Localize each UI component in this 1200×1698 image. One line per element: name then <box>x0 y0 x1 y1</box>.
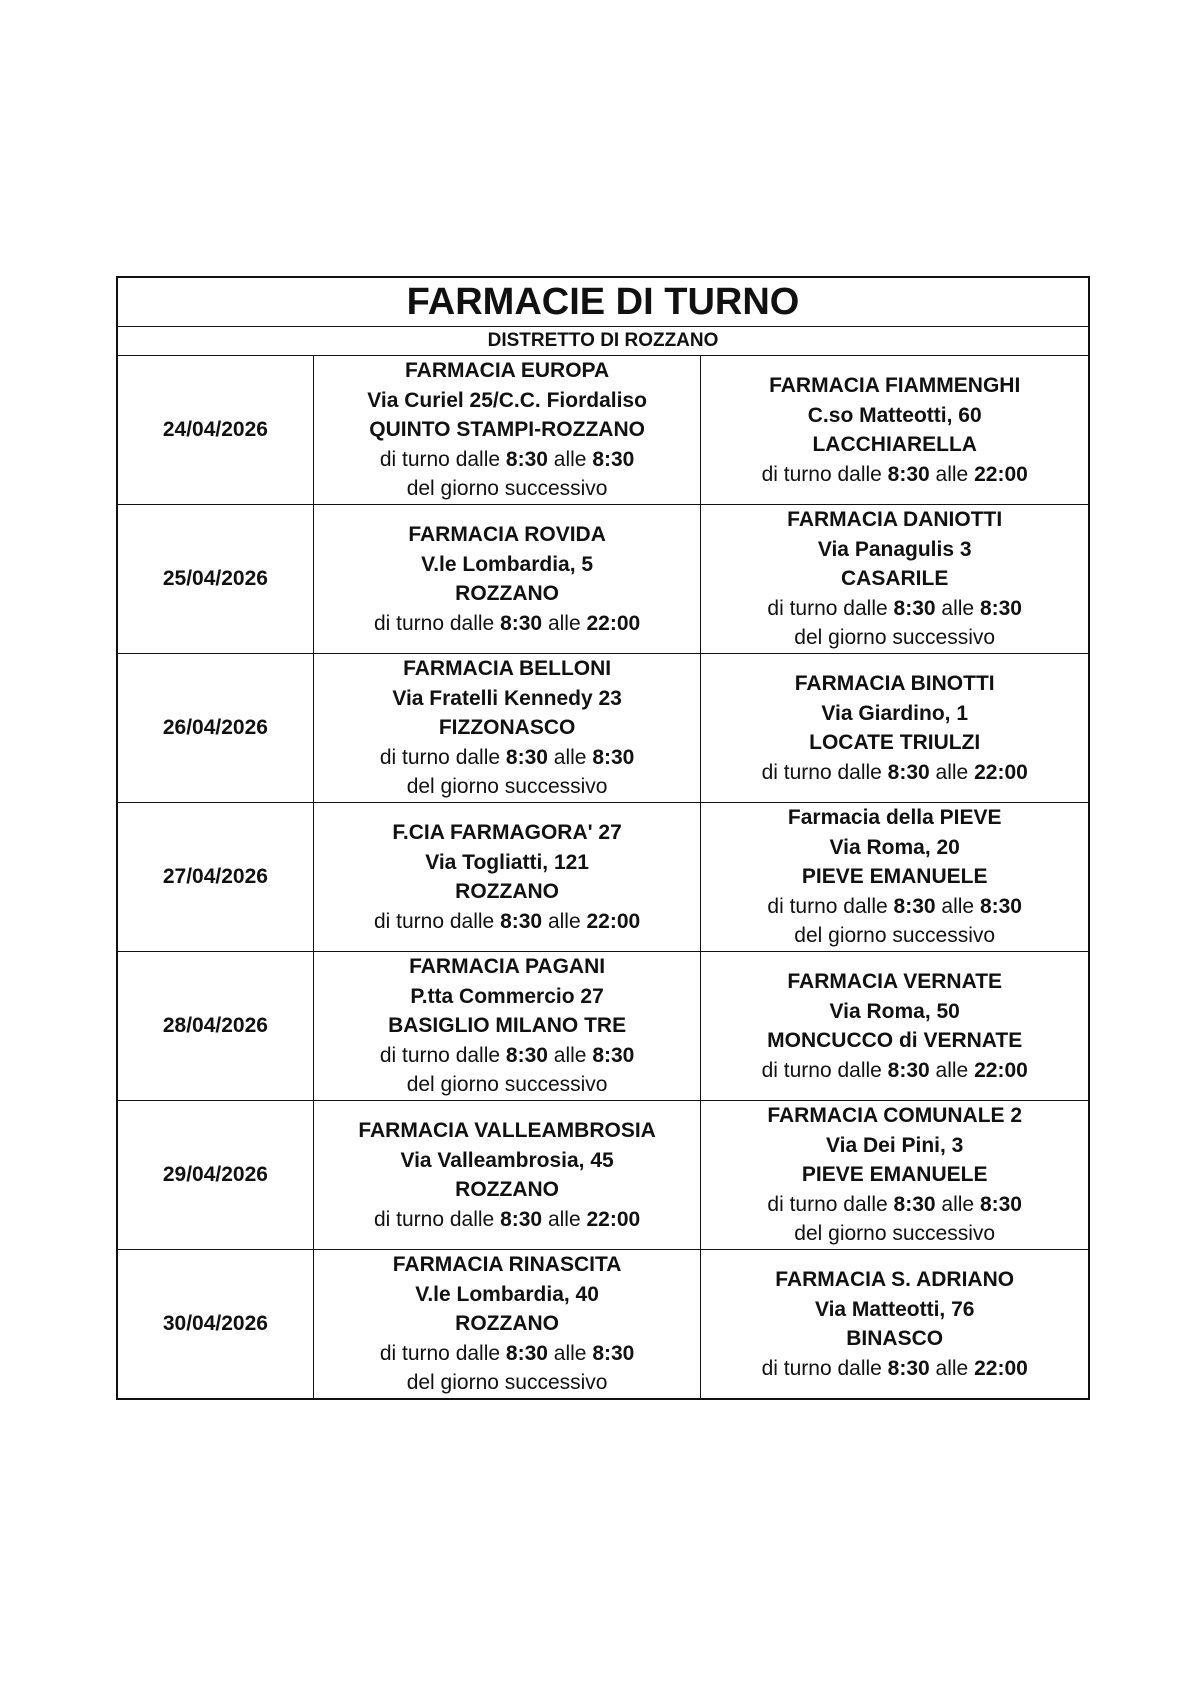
hours-prefix: di turno dalle <box>373 909 495 933</box>
hours-prefix: di turno dalle <box>379 1341 501 1365</box>
hours-to: 22:00 <box>974 1058 1028 1082</box>
district-subtitle: DISTRETTO DI ROZZANO <box>117 327 1089 356</box>
pharmacy-cell <box>701 803 1089 952</box>
pharmacy-name: FARMACIA COMUNALE 2 <box>767 1104 1023 1128</box>
hours-mid: alle <box>553 1341 587 1365</box>
hours-prefix: di turno dalle <box>761 760 882 784</box>
hours-to: 22:00 <box>586 1207 641 1231</box>
pharmacy-name: FARMACIA DANIOTTI <box>787 508 1003 532</box>
pharmacy-name: Farmacia della PIEVE <box>787 806 1002 830</box>
duty-pharmacies-table <box>116 276 1090 1400</box>
hours-to: 22:00 <box>974 1356 1028 1380</box>
pharmacy-cell <box>313 1250 701 1400</box>
hours-from: 8:30 <box>500 909 543 933</box>
pharmacy-cell <box>701 654 1089 803</box>
pharmacy-address: Via Togliatti, 121 <box>425 850 589 874</box>
pharmacy-city: QUINTO STAMPI-ROZZANO <box>369 418 645 442</box>
pharmacy-name: FARMACIA VALLEAMBROSIA <box>358 1119 656 1142</box>
pharmacy-city: ROZZANO <box>455 880 559 903</box>
pharmacy-cell <box>701 356 1089 505</box>
pharmacy-address: Via Curiel 25/C.C. Fiordaliso <box>367 388 647 412</box>
pharmacy-name: F.CIA FARMAGORA' 27 <box>392 821 622 844</box>
hours-from: 8:30 <box>893 1192 936 1216</box>
hours-mid: alle <box>547 611 581 635</box>
pharmacy-cell <box>701 952 1089 1101</box>
hours-prefix: di turno dalle <box>379 447 501 471</box>
hours-to: 8:30 <box>979 894 1022 918</box>
pharmacy-city: LOCATE TRIULZI <box>809 731 981 754</box>
next-day-note: del giorno successivo <box>794 626 996 650</box>
hours-to: 8:30 <box>592 1341 635 1365</box>
pharmacy-cell <box>313 356 701 505</box>
pharmacy-city: BINASCO <box>846 1327 944 1350</box>
next-day-note: del giorno successivo <box>794 1222 996 1246</box>
pharmacy-city: ROZZANO <box>455 1312 559 1336</box>
pharmacy-address: V.le Lombardia, 5 <box>421 552 594 576</box>
pharmacy-address: Via Matteotti, 76 <box>814 1297 975 1321</box>
pharmacy-name: FARMACIA ROVIDA <box>408 523 606 546</box>
hours-mid: alle <box>935 760 969 784</box>
hours-prefix: di turno dalle <box>379 1043 501 1067</box>
hours-from: 8:30 <box>500 1207 543 1231</box>
pharmacy-address: Via Roma, 50 <box>829 999 960 1023</box>
table-row <box>117 505 1089 654</box>
pharmacy-address: Via Roma, 20 <box>829 835 960 859</box>
pharmacy-city: CASARILE <box>841 567 949 591</box>
hours-mid: alle <box>935 462 969 486</box>
pharmacy-cell <box>313 1101 701 1250</box>
hours-mid: alle <box>547 1207 581 1231</box>
pharmacy-city: PIEVE EMANUELE <box>801 865 988 889</box>
duty-hours <box>314 907 701 937</box>
pharmacy-cell <box>313 803 701 952</box>
date-cell: 25/04/2026 <box>117 505 313 654</box>
hours-mid: alle <box>553 745 587 769</box>
pharmacy-cell <box>701 505 1089 654</box>
pharmacy-name: FARMACIA S. ADRIANO <box>775 1268 1015 1291</box>
hours-to: 22:00 <box>586 611 641 635</box>
pharmacy-address: Via Valleambrosia, 45 <box>400 1148 614 1172</box>
hours-from: 8:30 <box>505 447 548 471</box>
pharmacy-cell <box>313 654 701 803</box>
pharmacy-name: FARMACIA BINOTTI <box>794 672 995 695</box>
hours-to: 8:30 <box>592 447 635 471</box>
date-cell: 27/04/2026 <box>117 803 313 952</box>
hours-to: 8:30 <box>979 1192 1022 1216</box>
pharmacy-name: FARMACIA VERNATE <box>787 970 1003 993</box>
next-day-note: del giorno successivo <box>406 1371 608 1395</box>
table-row <box>117 1250 1089 1400</box>
pharmacy-city: ROZZANO <box>455 1178 559 1201</box>
duty-hours <box>701 1056 1088 1086</box>
date-cell: 26/04/2026 <box>117 654 313 803</box>
hours-to: 22:00 <box>586 909 641 933</box>
duty-hours <box>701 460 1088 490</box>
pharmacy-name: FARMACIA EUROPA <box>405 359 610 383</box>
hours-mid: alle <box>935 1356 969 1380</box>
duty-hours <box>701 1190 1088 1220</box>
duty-hours <box>314 1205 701 1235</box>
hours-from: 8:30 <box>893 596 936 620</box>
duty-hours <box>314 1339 701 1369</box>
hours-mid: alle <box>553 1043 587 1067</box>
duty-hours <box>314 445 701 475</box>
date-cell: 30/04/2026 <box>117 1250 313 1400</box>
date-cell: 24/04/2026 <box>117 356 313 505</box>
hours-prefix: di turno dalle <box>761 462 882 486</box>
hours-to: 22:00 <box>974 760 1028 784</box>
duty-hours <box>701 1354 1088 1384</box>
pharmacy-address: P.tta Commercio 27 <box>410 984 604 1008</box>
hours-from: 8:30 <box>505 1043 548 1067</box>
hours-prefix: di turno dalle <box>761 1356 882 1380</box>
hours-mid: alle <box>941 1192 975 1216</box>
duty-hours <box>314 609 701 639</box>
hours-to: 8:30 <box>592 745 635 769</box>
hours-to: 8:30 <box>592 1043 635 1067</box>
pharmacy-name: FARMACIA FIAMMENGHI <box>769 374 1021 397</box>
next-day-note: del giorno successivo <box>406 775 608 799</box>
table-row <box>117 952 1089 1101</box>
pharmacy-name: FARMACIA RINASCITA <box>392 1253 622 1277</box>
hours-prefix: di turno dalle <box>379 745 501 769</box>
hours-from: 8:30 <box>887 1058 930 1082</box>
pharmacy-city: LACCHIARELLA <box>812 433 977 456</box>
table-row <box>117 1101 1089 1250</box>
pharmacy-city: ROZZANO <box>455 582 559 605</box>
hours-mid: alle <box>941 596 975 620</box>
table-row <box>117 654 1089 803</box>
next-day-note: del giorno successivo <box>794 924 996 948</box>
date-cell: 28/04/2026 <box>117 952 313 1101</box>
pharmacy-address: Via Fratelli Kennedy 23 <box>392 686 622 710</box>
hours-from: 8:30 <box>887 462 930 486</box>
pharmacy-city: PIEVE EMANUELE <box>801 1163 988 1187</box>
date-cell: 29/04/2026 <box>117 1101 313 1250</box>
hours-to: 8:30 <box>979 596 1022 620</box>
hours-mid: alle <box>547 909 581 933</box>
hours-from: 8:30 <box>887 1356 930 1380</box>
pharmacy-address: Via Dei Pini, 3 <box>826 1133 964 1157</box>
pharmacy-cell <box>313 952 701 1101</box>
pharmacy-cell <box>313 505 701 654</box>
hours-mid: alle <box>553 447 587 471</box>
hours-mid: alle <box>935 1058 969 1082</box>
table-row <box>117 356 1089 505</box>
pharmacy-name: FARMACIA PAGANI <box>409 955 606 979</box>
hours-to: 22:00 <box>974 462 1028 486</box>
hours-from: 8:30 <box>893 894 936 918</box>
pharmacy-city: MONCUCCO di VERNATE <box>767 1029 1023 1052</box>
pharmacy-name: FARMACIA BELLONI <box>403 657 612 681</box>
duty-hours <box>314 1041 701 1071</box>
hours-prefix: di turno dalle <box>767 894 888 918</box>
duty-hours <box>701 892 1088 922</box>
hours-prefix: di turno dalle <box>761 1058 882 1082</box>
pharmacy-address: V.le Lombardia, 40 <box>415 1282 599 1306</box>
duty-hours <box>314 743 701 773</box>
next-day-note: del giorno successivo <box>406 477 608 501</box>
pharmacy-address: Via Panagulis 3 <box>817 537 972 561</box>
pharmacy-city: BASIGLIO MILANO TRE <box>388 1014 627 1038</box>
pharmacy-address: C.so Matteotti, 60 <box>807 403 982 427</box>
hours-from: 8:30 <box>505 1341 548 1365</box>
hours-prefix: di turno dalle <box>767 1192 888 1216</box>
hours-prefix: di turno dalle <box>373 1207 495 1231</box>
pharmacy-address: Via Giardino, 1 <box>821 701 969 725</box>
page-title: FARMACIE DI TURNO <box>117 277 1089 327</box>
hours-from: 8:30 <box>505 745 548 769</box>
duty-hours <box>701 758 1088 788</box>
pharmacy-cell <box>701 1250 1089 1400</box>
duty-hours <box>701 594 1088 624</box>
hours-prefix: di turno dalle <box>767 596 888 620</box>
pharmacy-cell <box>701 1101 1089 1250</box>
hours-from: 8:30 <box>500 611 543 635</box>
pharmacy-city: FIZZONASCO <box>438 716 576 740</box>
table-row <box>117 803 1089 952</box>
next-day-note: del giorno successivo <box>406 1073 608 1097</box>
hours-from: 8:30 <box>887 760 930 784</box>
hours-prefix: di turno dalle <box>373 611 495 635</box>
hours-mid: alle <box>941 894 975 918</box>
